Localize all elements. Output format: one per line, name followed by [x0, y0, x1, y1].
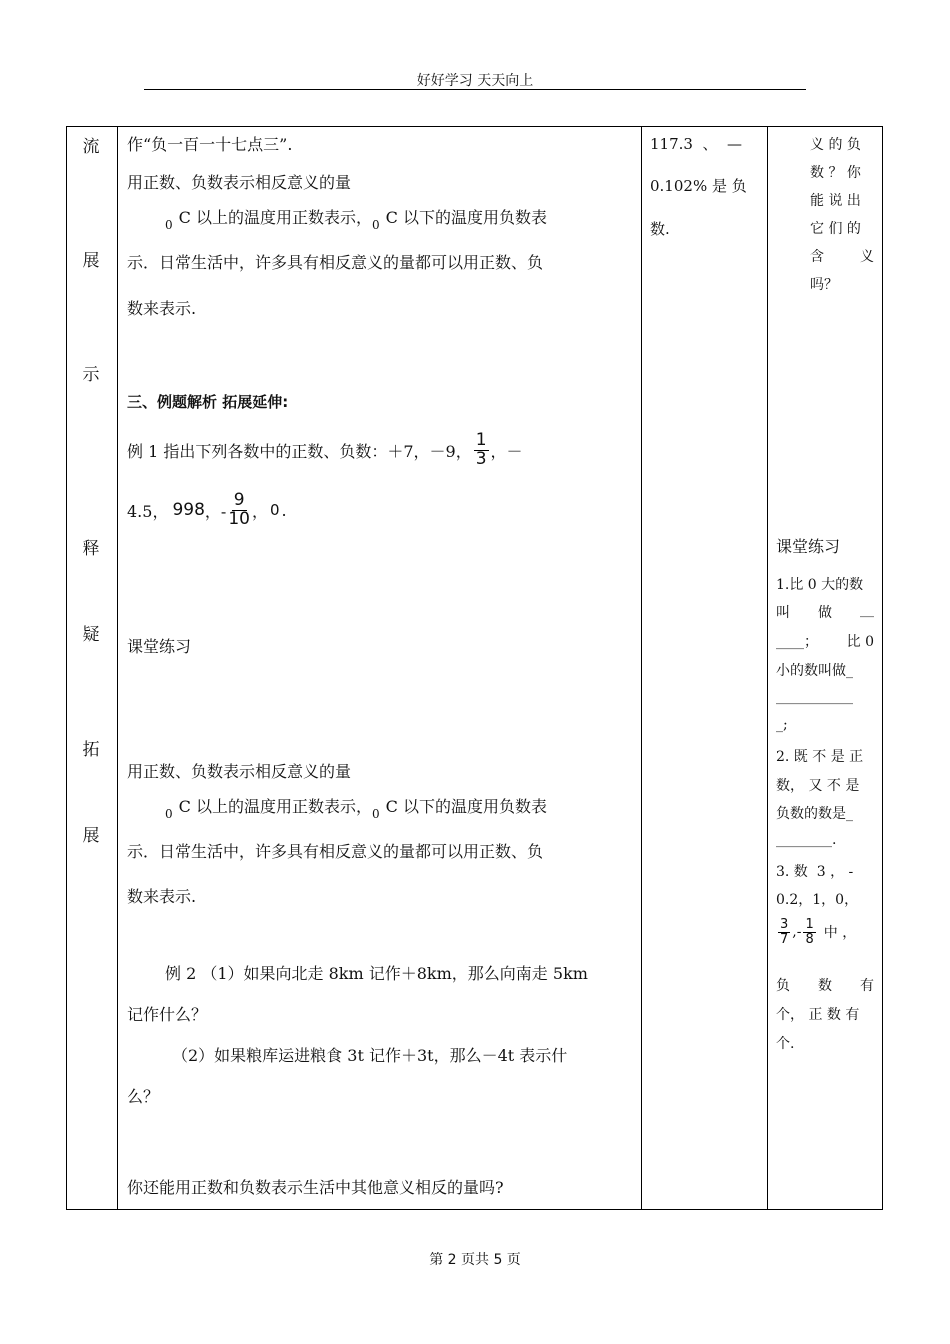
temperature-line [165, 794, 547, 821]
column-divider-1 [117, 126, 118, 1210]
text-segment: 负 [776, 978, 790, 994]
text-segment: C 以下的温度用负数表 [385, 797, 547, 816]
col4-line [776, 631, 874, 651]
col4-line [776, 975, 874, 995]
example-1-line2 [127, 492, 287, 529]
col3-line: 117.3 、 — [650, 135, 743, 153]
col4-line: 3. 数 3 ， - [776, 864, 854, 880]
main-line: 数来表示. [127, 299, 197, 318]
main-line: 作“负一百一十七点三”. [127, 135, 293, 154]
page-footer: 第 2 页共 5 页 [429, 1252, 521, 1268]
degree-zero: 0 [165, 218, 173, 232]
col3-line: 0.102% 是 负 [650, 177, 747, 195]
col3-line: 数. [650, 220, 670, 238]
degree-zero: 0 [371, 807, 380, 821]
section-heading: 三、例题解析 拓展延伸: [127, 393, 289, 411]
col4-line: 小的数叫做_ [776, 663, 853, 679]
denominator: 3 [475, 448, 487, 469]
col4-line: ________. [776, 832, 837, 848]
col4-line: 吗？ [810, 277, 838, 293]
col4-line: 数 ？ 你 [810, 165, 861, 181]
text-segment: 例 1 指出下列各数中的正数、负数：＋7，－9， [127, 441, 472, 461]
degree-zero: 0 [165, 807, 173, 821]
left-col-char: 展 [82, 251, 100, 271]
number-zero: 0 [269, 501, 280, 520]
main-line: 用正数、负数表示相反意义的量 [127, 173, 352, 192]
text-segment: 有 [860, 978, 874, 994]
col4-line: 义 的 负 [810, 137, 861, 153]
text-segment: C 以上的温度用正数表示， [178, 797, 372, 816]
left-col-char: 展 [82, 826, 100, 846]
main-line: 示．日常生活中，许多具有相反意义的量都可以用正数、负 [127, 842, 544, 861]
text-segment: 做 [818, 605, 832, 621]
main-line: 用正数、负数表示相反意义的量 [127, 762, 352, 781]
col4-line: 负数的数是_ [776, 806, 853, 822]
text-segment: 含 [810, 249, 824, 265]
degree-zero: 0 [371, 218, 380, 232]
page-header: 好好学习 天天向上 [416, 73, 534, 89]
text-segment: ，- [204, 501, 227, 521]
left-col-char: 拓 [82, 740, 100, 760]
main-line: 示．日常生活中，许多具有相反意义的量都可以用正数、负 [127, 253, 544, 272]
text-segment: 叫 [776, 605, 790, 621]
col4-line: 2. 既 不 是 正 [776, 749, 864, 765]
example-2-line: （2）如果粮库运进粮食 3t 记作＋3t，那么－4t 表示什 [172, 1046, 568, 1065]
text-segment: . [281, 500, 287, 520]
practice-label: 课堂练习 [127, 637, 192, 656]
example-1-line1 [127, 432, 523, 469]
text-segment: 4.5， [127, 501, 169, 521]
closing-question: 你还能用正数和负数表示生活中其他意义相反的量吗? [127, 1178, 504, 1197]
left-col-char: 流 [82, 137, 100, 157]
number-998: 998 [172, 500, 205, 521]
col4-line: 能 说 出 [810, 193, 861, 209]
col4-line: 数， 又 不 是 [776, 778, 860, 794]
col4-line: 个， 正 数 有 [776, 1007, 860, 1023]
main-line: 数来表示. [127, 887, 197, 906]
example-2-line: 么？ [127, 1087, 160, 1106]
text-segment: 比 0 [846, 634, 874, 650]
temperature-line [165, 205, 547, 232]
col4-line: 1.比 0 大的数 [776, 577, 864, 593]
text-segment: C 以下的温度用负数表 [385, 208, 547, 227]
col4-line: _; [776, 717, 788, 733]
fraction [474, 432, 489, 469]
left-col-char: 疑 [82, 625, 100, 645]
denominator: 8 [805, 931, 814, 947]
text-segment: ， [251, 501, 268, 521]
denominator: 7 [780, 931, 789, 947]
column-divider-3 [767, 126, 768, 1210]
col4-line [810, 246, 874, 266]
fraction [778, 918, 790, 946]
example-2-line: 例 2 （1）如果向北走 8km 记作＋8km，那么向南走 5km [165, 964, 588, 983]
numerator: 3 [780, 917, 789, 932]
col4-line [776, 602, 874, 622]
col4-line: 它 们 的 [810, 221, 861, 237]
text-segment: ____； [776, 634, 818, 650]
fraction [228, 492, 250, 529]
col4-fraction-line [776, 918, 856, 946]
left-col-char: 释 [82, 539, 100, 559]
text-segment: 数 [818, 978, 832, 994]
col4-line: 0.2，1，0， [776, 892, 859, 908]
column-divider-2 [641, 126, 642, 1210]
left-col-char: 示 [82, 365, 100, 385]
text-segment: C 以上的温度用正数表示， [178, 208, 372, 227]
practice-heading: 课堂练习 [776, 537, 841, 556]
text-segment: __ [860, 602, 874, 618]
numerator: 1 [475, 430, 487, 450]
text-segment: ，－ [490, 441, 523, 461]
fraction [803, 918, 815, 946]
text-segment: 义 [860, 249, 874, 265]
numerator: 1 [805, 917, 814, 932]
denominator: 10 [228, 508, 250, 529]
col4-line: 个. [776, 1036, 795, 1052]
numerator: 9 [233, 490, 245, 510]
example-2-line: 记作什么？ [127, 1005, 208, 1024]
header-rule [144, 89, 806, 90]
text-segment: ,- [792, 924, 802, 941]
col4-line: ___________ [776, 689, 853, 705]
text-segment: 中 ， [823, 925, 857, 942]
